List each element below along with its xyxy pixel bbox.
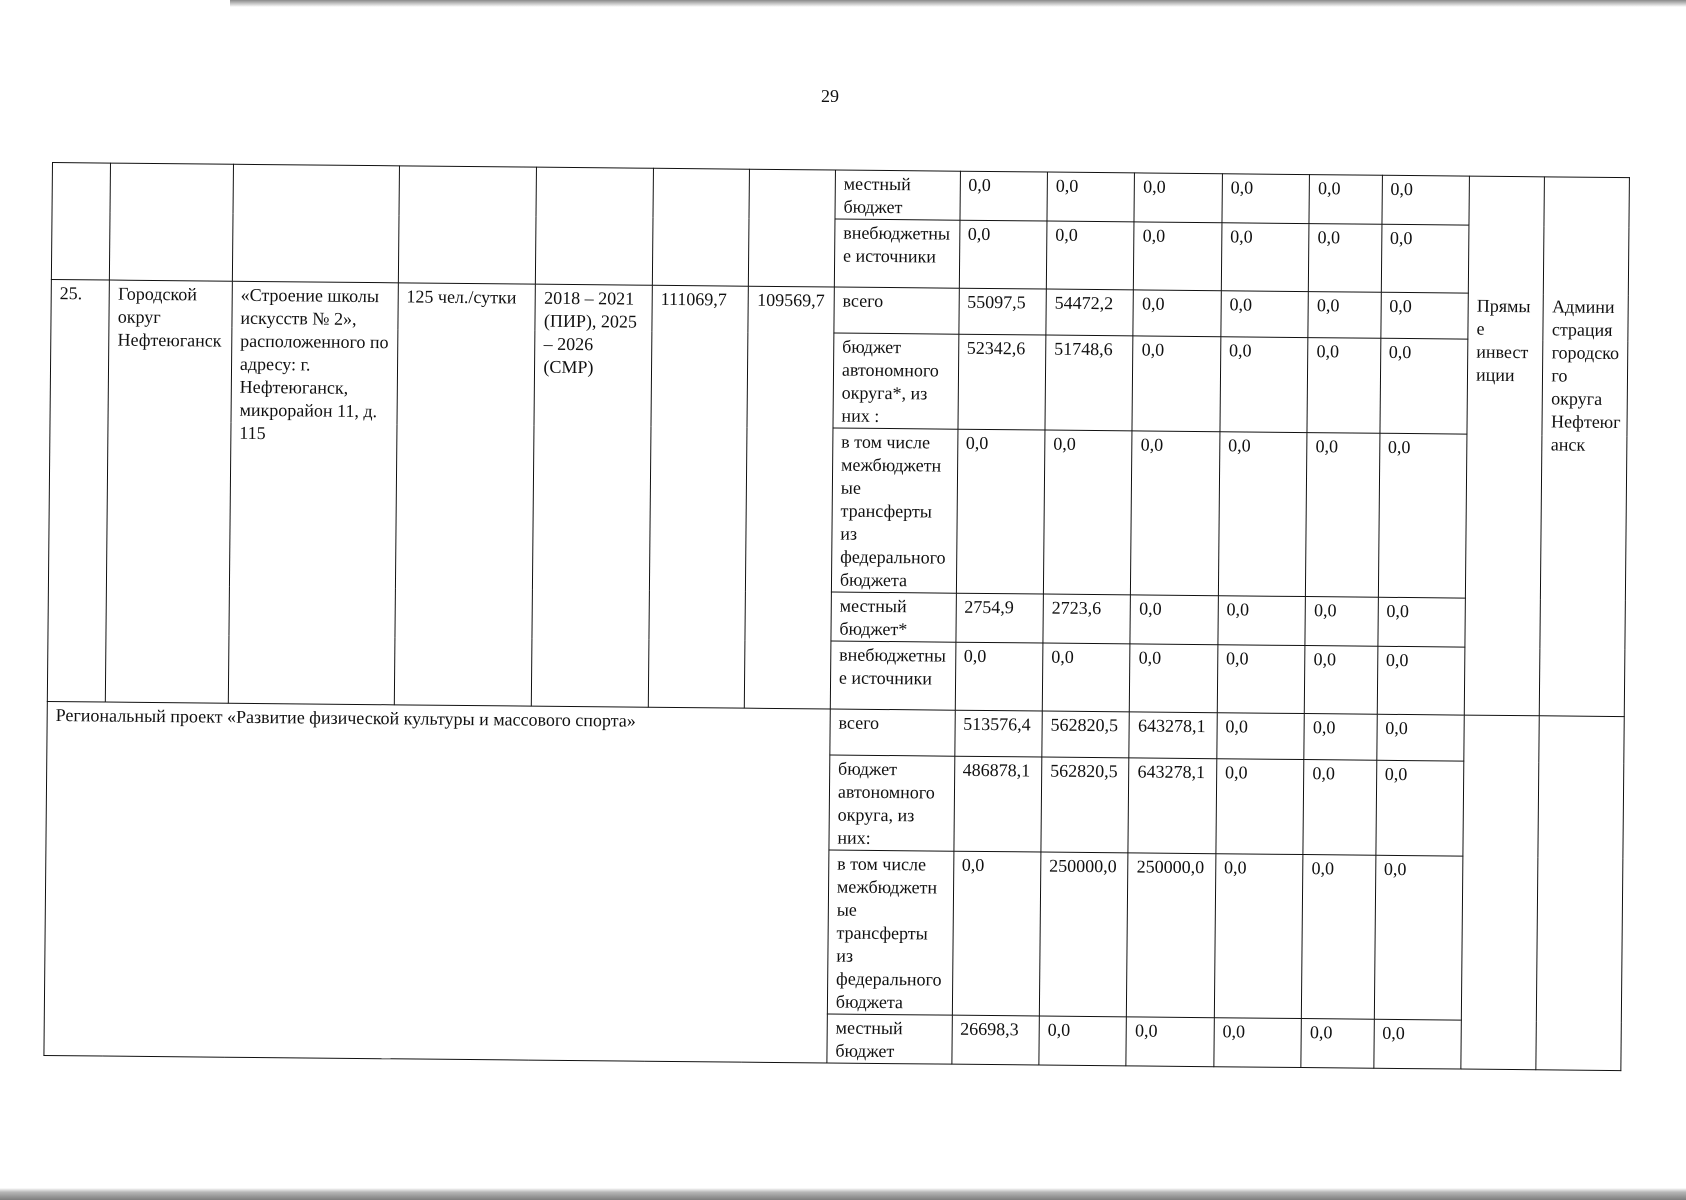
empty-cell (51, 163, 110, 281)
value-cell: 0,0 (1220, 337, 1308, 433)
value-cell: 250000,0 (1039, 852, 1128, 1017)
mechanism-text: Прямые инвестиции (1475, 295, 1531, 386)
municipality-cell: Городской округ Нефтеюганск (106, 280, 233, 703)
funding-source-label: бюджет автономного округа*, из них : (833, 333, 959, 429)
value-cell: 0,0 (1304, 714, 1377, 761)
value-cell: 0,0 (1301, 1019, 1374, 1069)
value-cell: 0,0 (1308, 292, 1381, 339)
value-cell: 0,0 (1130, 595, 1218, 645)
value-cell: 0,0 (1221, 291, 1309, 338)
funding-source-label: внебюджетные источники (830, 641, 955, 710)
value-cell: 0,0 (1216, 759, 1304, 855)
value-cell: 0,0 (1042, 643, 1130, 712)
value-cell: 0,0 (1309, 224, 1382, 293)
value-cell: 52342,6 (957, 334, 1045, 430)
empty-cell (398, 166, 537, 284)
funding-source-label: всего (830, 709, 955, 756)
value-cell: 643278,1 (1129, 712, 1217, 759)
value-cell: 0,0 (1303, 760, 1376, 856)
mechanism-cell (1464, 176, 1545, 716)
value-cell: 54472,2 (1046, 289, 1134, 336)
value-cell: 0,0 (1218, 596, 1306, 646)
value-cell: 0,0 (1046, 221, 1134, 290)
value-cell: 0,0 (1131, 431, 1220, 596)
value-cell: 0,0 (1382, 175, 1470, 225)
value-cell: 0,0 (1134, 173, 1222, 223)
value-cell: 2754,9 (955, 593, 1043, 643)
value-cell: 0,0 (1221, 223, 1309, 292)
value-cell: 55097,5 (958, 288, 1046, 335)
remaining-cost-cell: 109569,7 (745, 286, 834, 709)
value-cell: 0,0 (959, 220, 1047, 289)
value-cell: 0,0 (1306, 433, 1380, 598)
empty-cell (1461, 715, 1540, 1070)
empty-cell (1536, 716, 1624, 1071)
value-cell: 0,0 (1222, 174, 1310, 224)
funding-source-label: местный бюджет (835, 170, 960, 220)
investment-table (43, 162, 1630, 1071)
funding-source-label: внебюджетные источники (834, 219, 959, 288)
customer-text: Администрация городского округа Нефтеюганск (1550, 296, 1621, 455)
funding-source-label: местный бюджет (827, 1014, 952, 1064)
page-number: 29 (821, 86, 839, 106)
value-cell: 0,0 (956, 429, 1045, 594)
empty-cell (749, 169, 836, 287)
empty-cell (536, 167, 654, 285)
object-name-cell: «Строение школы искусств № 2», расположенного по адресу: г. Нефтеюганск, микрорайон 11, д. 115 (228, 281, 398, 705)
row-number: 25. (47, 279, 109, 702)
funding-source-label: бюджет автономного округа, из них: (829, 755, 955, 851)
value-cell: 643278,1 (1128, 758, 1216, 854)
capacity-cell: 125 чел./сутки (394, 283, 536, 706)
value-cell: 0,0 (1214, 1018, 1302, 1068)
empty-cell (110, 163, 234, 281)
value-cell: 0,0 (1376, 760, 1464, 856)
value-cell: 0,0 (1217, 645, 1305, 714)
value-cell: 0,0 (1126, 1017, 1214, 1067)
regional-project-title: Региональный проект «Развитие физической культуры и массового спорта» (44, 701, 830, 1062)
empty-cell (232, 164, 399, 283)
value-cell: 0,0 (1378, 597, 1466, 647)
value-cell: 0,0 (1305, 597, 1378, 647)
value-cell: 0,0 (1130, 644, 1218, 713)
value-cell: 0,0 (1134, 222, 1222, 291)
funding-source-label: местный бюджет* (831, 592, 956, 642)
value-cell: 0,0 (1378, 433, 1467, 598)
value-cell: 0,0 (955, 642, 1043, 711)
value-cell: 0,0 (1132, 336, 1220, 432)
table-row (52, 163, 1629, 227)
value-cell: 0,0 (1373, 1019, 1461, 1069)
value-cell: 250000,0 (1127, 853, 1216, 1018)
value-cell: 0,0 (1380, 292, 1468, 339)
value-cell: 0,0 (1133, 290, 1221, 337)
value-cell: 0,0 (959, 171, 1047, 221)
value-cell: 0,0 (1039, 1016, 1127, 1066)
value-cell: 562820,5 (1041, 757, 1129, 853)
value-cell: 26698,3 (951, 1015, 1039, 1065)
value-cell: 0,0 (1380, 338, 1468, 434)
value-cell: 51748,6 (1045, 335, 1133, 431)
value-cell: 513576,4 (954, 710, 1042, 757)
value-cell: 0,0 (1214, 854, 1303, 1019)
value-cell: 0,0 (1309, 175, 1382, 225)
value-cell: 0,0 (1381, 224, 1469, 293)
value-cell: 0,0 (1305, 646, 1378, 715)
value-cell: 486878,1 (953, 756, 1041, 852)
funding-source-label: в том числе межбюджетные трансферты из федерального бюджета (831, 428, 957, 593)
period-cell: 2018 – 2021 (ПИР), 2025 – 2026 (СМР) (532, 284, 653, 707)
value-cell: 0,0 (1218, 432, 1307, 597)
total-cost-cell: 111069,7 (648, 285, 749, 708)
scan-edge-bottom (0, 1188, 1686, 1200)
value-cell: 0,0 (1376, 714, 1464, 761)
value-cell: 0,0 (1302, 855, 1376, 1020)
funding-source-label: всего (834, 287, 959, 334)
scan-edge-top (230, 0, 1686, 7)
value-cell: 562820,5 (1042, 711, 1130, 758)
value-cell: 0,0 (1043, 430, 1132, 595)
customer-cell (1540, 177, 1630, 717)
empty-cell (652, 168, 750, 286)
value-cell: 0,0 (1217, 713, 1305, 760)
value-cell: 0,0 (1374, 855, 1463, 1020)
value-cell: 0,0 (952, 851, 1041, 1016)
value-cell: 0,0 (1047, 172, 1135, 222)
value-cell: 0,0 (1307, 338, 1380, 434)
value-cell: 0,0 (1377, 646, 1465, 715)
value-cell: 2723,6 (1043, 594, 1131, 644)
funding-source-label: в том числе межбюджетные трансферты из федерального бюджета (827, 850, 953, 1015)
